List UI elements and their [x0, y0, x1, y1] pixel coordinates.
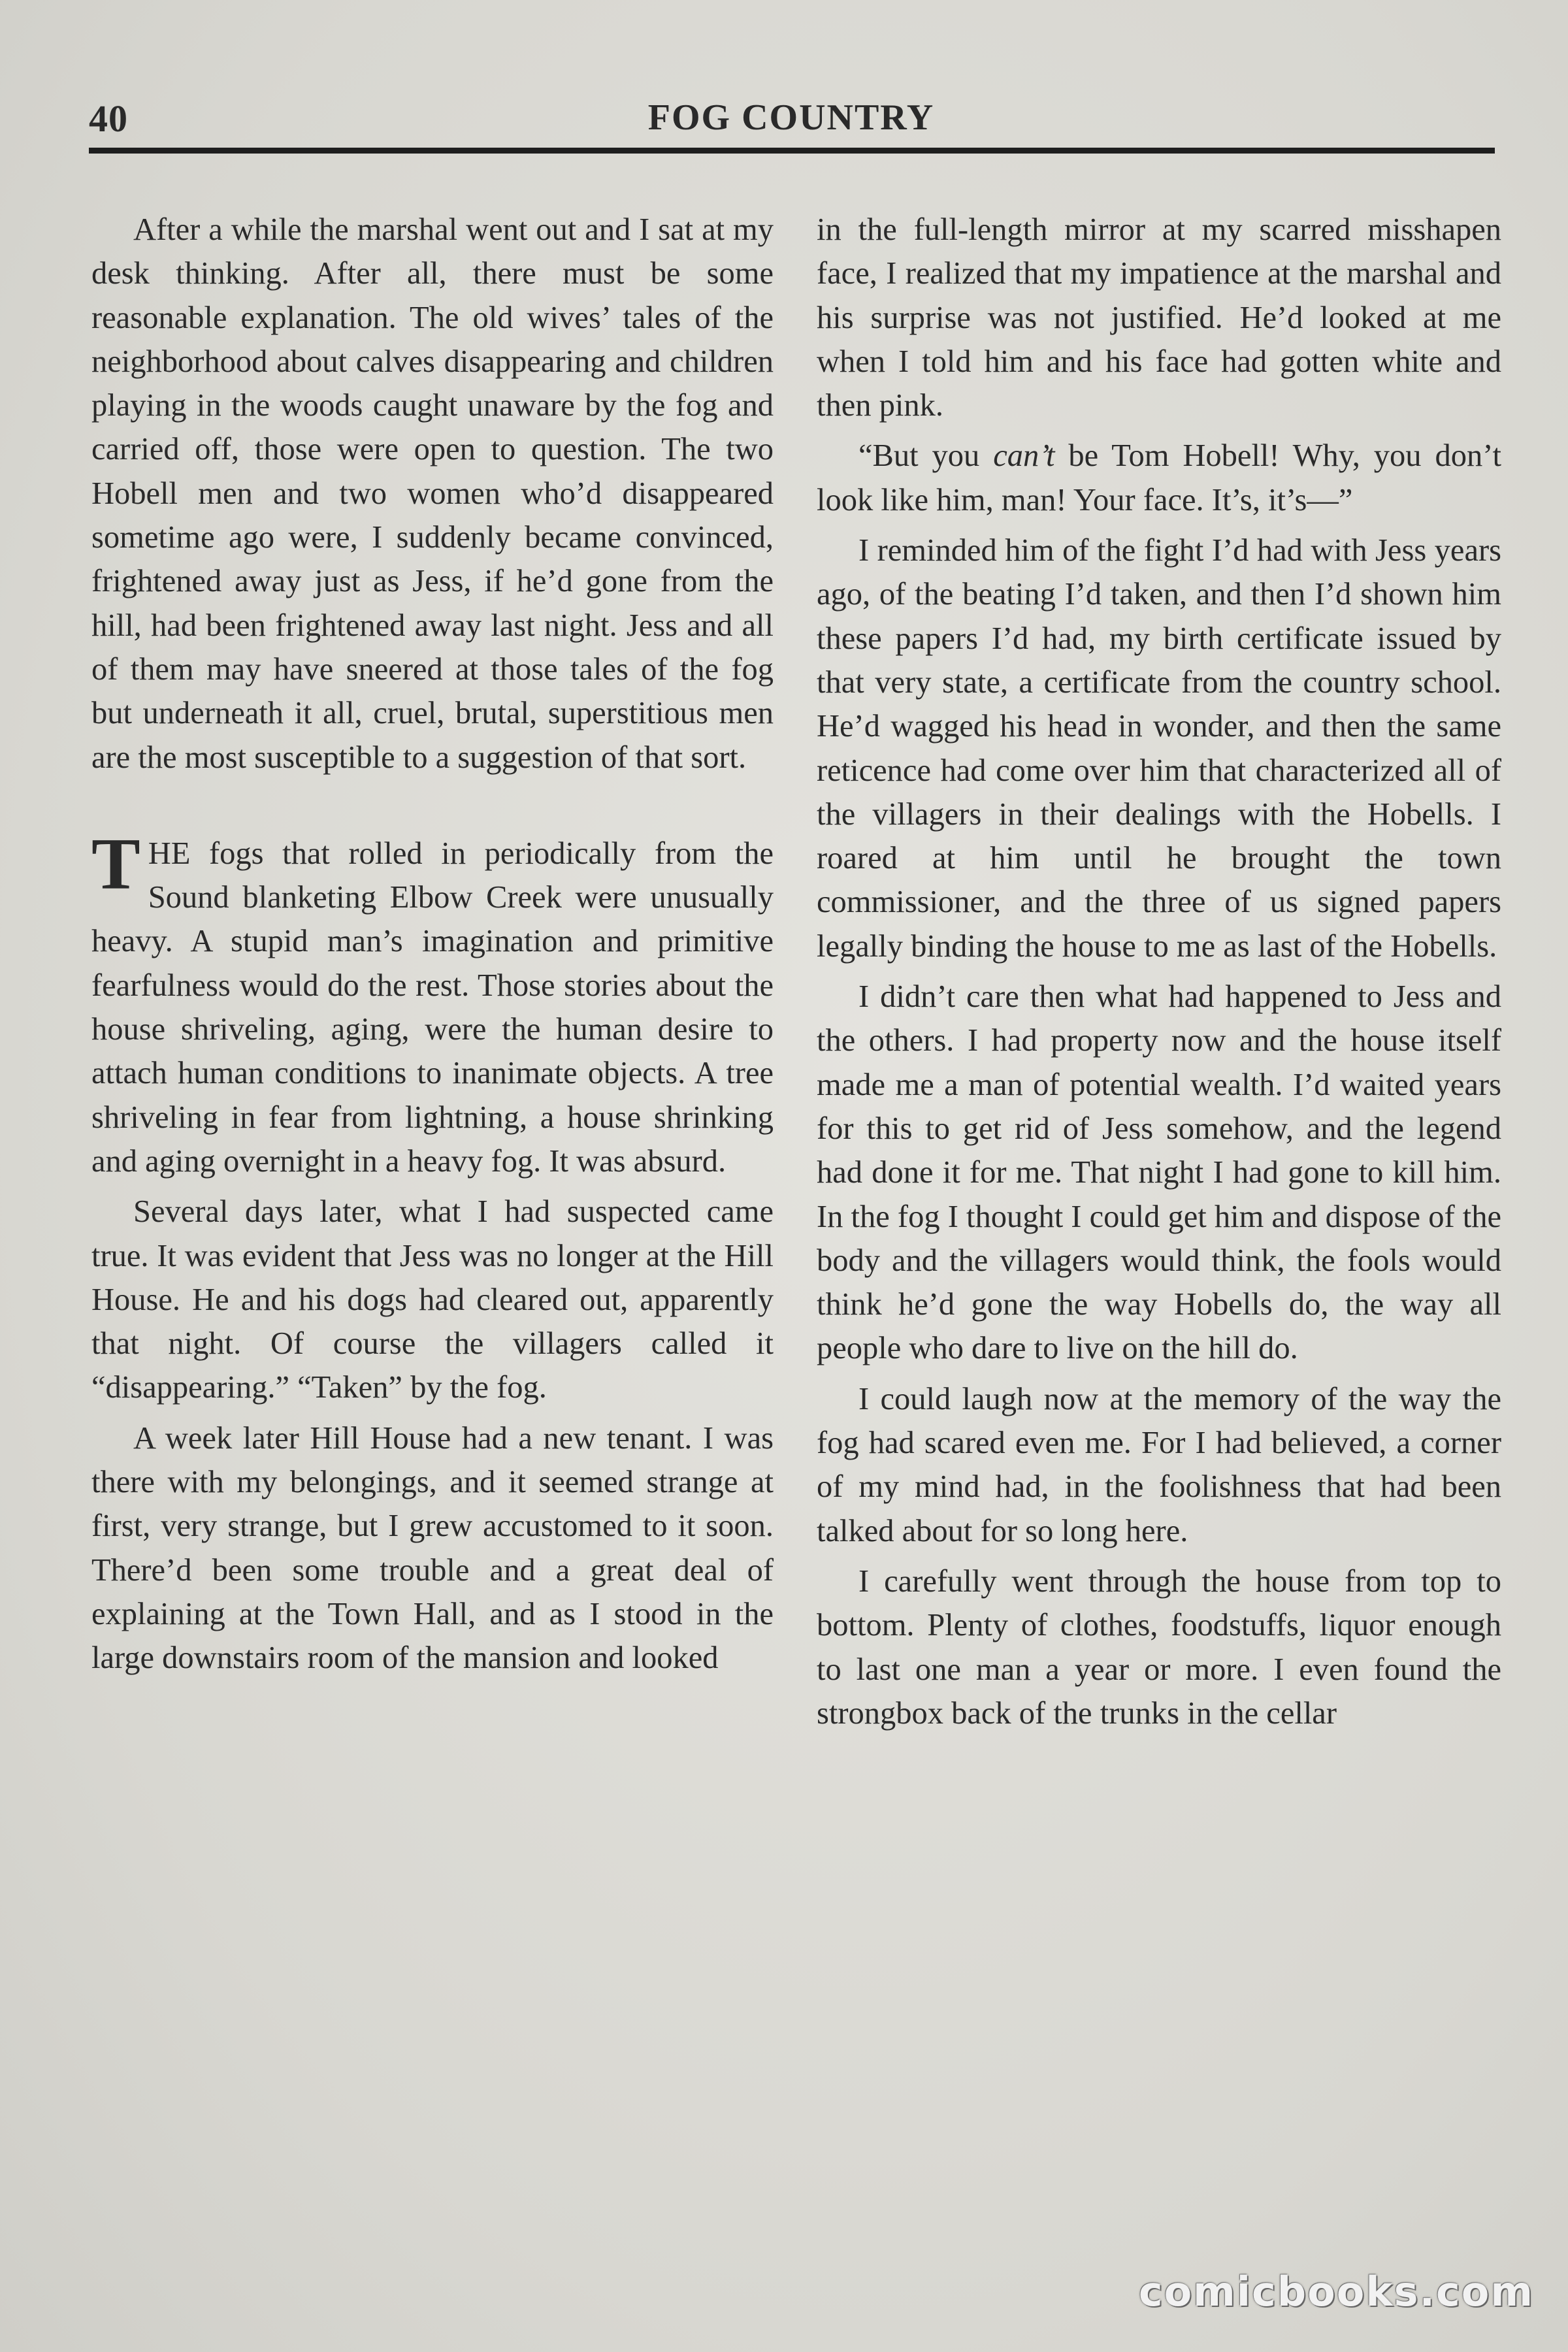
drop-cap: T	[91, 823, 140, 905]
paragraph: I reminded him of the fight I’d had with Jess years ago, of the beating I’d taken, and then I’d shown him these papers I’d had, my birth certificate issued by that very state, a certificate from the country school. He’d wagged his head in wonder, and then the same reticence had come over him that characterized all of the villagers in their dealings with the Hobells. I roared at him until he brought the town commissioner, and the three of us signed papers legally binding the house to me as last of the Hobells.	[817, 533, 1501, 964]
right-column	[817, 208, 1501, 1735]
continued-paragraph: in the full-length mirror at my scarred misshapen face, I realized that my impatience at the marshal and his surprise was not justified. He’d looked at me when I told him and his face had gotten white and then pink.	[817, 212, 1501, 423]
page-header	[89, 97, 1494, 149]
running-title: FOG COUNTRY	[647, 97, 935, 138]
quote-start: “But you	[858, 438, 994, 474]
paragraph: After a while the marshal went out and I sat at my desk thinking. After all, there must be some reasonable explanation. The old wives’ tales of the neighborhood about calves disappearing and children playing in the woods caught unaware by the fog and carried off, those were open to question. The two Hobell men and two women who’d disappeared sometime ago were, I suddenly became convinced, frightened away just as Jess, if he’d gone from the hill, had been frightened away last night. Jess and all of them may have sneered at those tales of the fog but underneath it all, cruel, brutal, superstitious men are the most susceptible to a suggestion of that sort.	[91, 212, 774, 775]
paragraph: Several days later, what I had suspected came true. It was evident that Jess was no longer at the Hill House. He and his dogs had cleared out, apparently that night. Of course the villagers called it “disappearing.” “Taken” by the fog.	[91, 1194, 774, 1405]
page-number: 40	[89, 97, 128, 140]
paragraph: I carefully went through the house from top to bottom. Plenty of clothes, foodstuffs, liquor enough to last one man a year or more. I even found the strongbox back of the trunks in the cellar	[817, 1563, 1501, 1731]
header-rule	[89, 148, 1495, 154]
quote-end: be Tom Hobell! Why, you don’t look like him, man! Your face. It’s, it’s—”	[817, 438, 1501, 517]
paragraph: I didn’t care then what had happened to Jess and the others. I had property now and the house itself made me a man of potential wealth. I’d waited years for this to get rid of Jess somehow, and the legend had done it for me. That night I had gone to kill him. In the fog I thought I could get him and dispose of the body and the villagers would think, the fools would think he’d gone the way Hobells do, the way all people who dare to live on the hill do.	[817, 979, 1501, 1366]
emphasis-text: can’t	[993, 438, 1055, 474]
section-paragraph	[91, 823, 774, 1183]
section-paragraph-text: HE fogs that rolled in periodically from the Sound blanketing Elbow Creek were unusually heavy. A stupid man’s imagination and primitive fearfulness would do the rest. Those stories about the house shriveling, aging, were the human desire to attach human conditions to inanimate objects. A tree shriveling in fear from lightning, a house shrinking and aging overnight in a heavy fog. It was absurd.	[91, 836, 774, 1179]
watermark: comicbooks.com	[1138, 2268, 1534, 2315]
paragraph: A week later Hill House had a new tenant. I was there with my belongings, and it seemed strange at first, very strange, but I grew accustomed to it soon. There’d been some trouble and a great deal of explaining at the Town Hall, and as I stood in the large downstairs room of the mansion and looked	[91, 1420, 774, 1676]
paragraph: I could laugh now at the memory of the way the fog had scared even me. For I had believed, a corner of my mind had, in the foolishness that had been talked about for so long here.	[817, 1381, 1501, 1548]
left-column	[91, 208, 774, 1680]
paragraph	[817, 434, 1501, 522]
